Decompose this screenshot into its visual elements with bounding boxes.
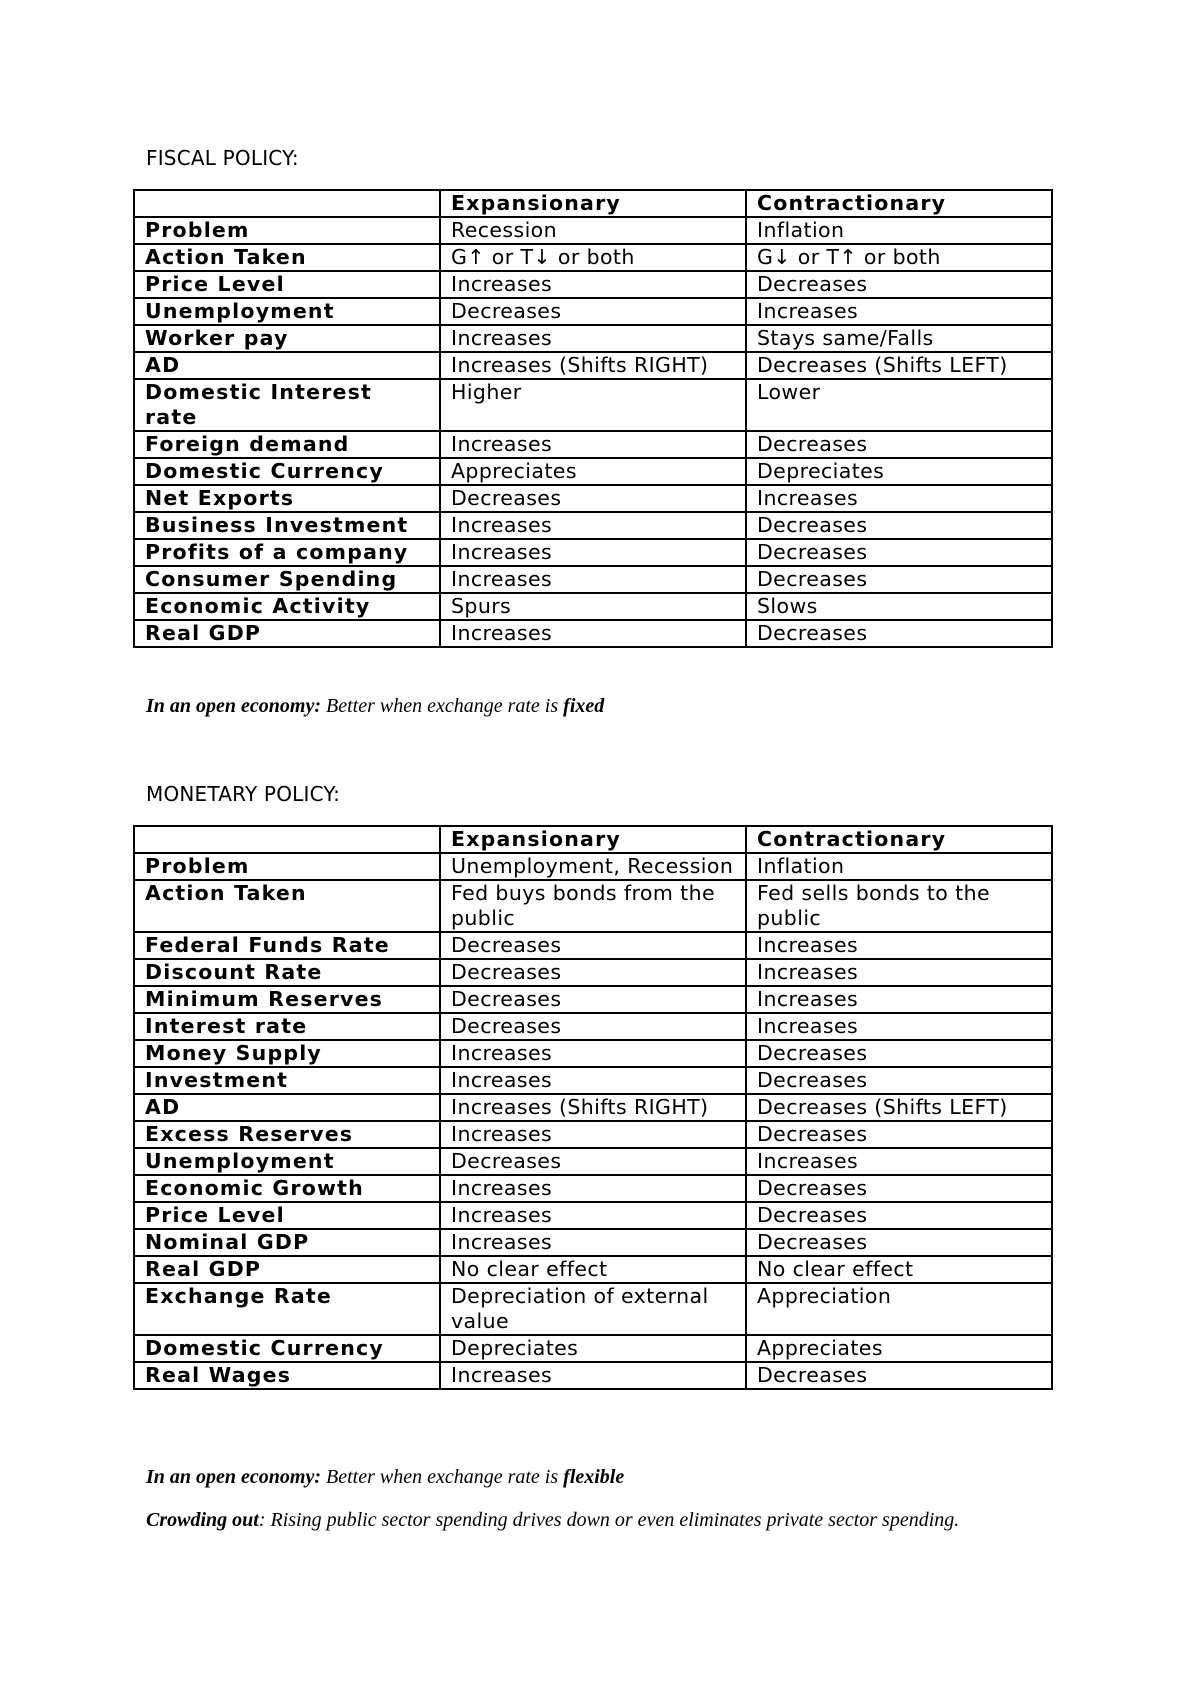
contractionary-cell: Appreciates [746,1335,1052,1362]
row-label-cell: Price Level [134,271,440,298]
table-row [134,1148,1052,1175]
table-row [134,620,1052,647]
row-label-cell: Money Supply [134,1040,440,1067]
table-row [134,298,1052,325]
row-label-cell: Economic Activity [134,593,440,620]
row-label-cell: Domestic Interest rate [134,379,440,431]
table-row [134,217,1052,244]
expansionary-cell: Depreciates [440,1335,746,1362]
table-row [134,853,1052,880]
expansionary-cell: Increases [440,512,746,539]
row-label-cell: Domestic Currency [134,1335,440,1362]
expansionary-cell: Increases [440,1040,746,1067]
table-row [134,1362,1052,1389]
contractionary-cell: Increases [746,1013,1052,1040]
expansionary-cell: Increases [440,325,746,352]
expansionary-cell: Appreciates [440,458,746,485]
expansionary-cell: Increases [440,1067,746,1094]
contractionary-cell: Decreases [746,539,1052,566]
contractionary-cell: Decreases [746,1229,1052,1256]
table-row [134,431,1052,458]
contractionary-cell: Decreases [746,1202,1052,1229]
table-row [134,379,1052,431]
contractionary-cell: Decreases [746,620,1052,647]
expansionary-cell: Increases [440,620,746,647]
expansionary-cell: Decreases [440,986,746,1013]
row-label-cell: Real GDP [134,1256,440,1283]
expansionary-cell: Unemployment, Recession [440,853,746,880]
table-row [134,458,1052,485]
row-label-cell: Problem [134,217,440,244]
header-blank-cell [134,190,440,217]
row-label-cell: Net Exports [134,485,440,512]
table-row [134,244,1052,271]
expansionary-cell: Increases [440,271,746,298]
expansionary-cell: Increases (Shifts RIGHT) [440,1094,746,1121]
contractionary-cell: Slows [746,593,1052,620]
expansionary-cell: Increases (Shifts RIGHT) [440,352,746,379]
expansionary-cell: Decreases [440,1013,746,1040]
fiscal-policy-table [133,189,1053,648]
expansionary-cell: Increases [440,1202,746,1229]
row-label-cell: Action Taken [134,880,440,932]
expansionary-cell: Increases [440,1362,746,1389]
crowding-out-note [146,1509,959,1532]
table-row [134,1121,1052,1148]
contractionary-cell: Increases [746,1148,1052,1175]
table-header-row [134,190,1052,217]
contractionary-cell: Increases [746,986,1052,1013]
row-label-cell: Price Level [134,1202,440,1229]
row-label-cell: AD [134,1094,440,1121]
contractionary-cell: Inflation [746,853,1052,880]
contractionary-cell: Decreases [746,1121,1052,1148]
contractionary-cell: Increases [746,485,1052,512]
expansionary-cell: Decreases [440,298,746,325]
row-label-cell: Real GDP [134,620,440,647]
fiscal-open-economy-note [146,695,604,718]
row-label-cell: Domestic Currency [134,458,440,485]
table-row [134,1040,1052,1067]
expansionary-cell: Decreases [440,485,746,512]
row-label-cell: Nominal GDP [134,1229,440,1256]
table-header-row [134,826,1052,853]
row-label-cell: Profits of a company [134,539,440,566]
table-row [134,1335,1052,1362]
table-row [134,325,1052,352]
table-row [134,539,1052,566]
expansionary-cell: Decreases [440,1148,746,1175]
table-row [134,1067,1052,1094]
table-row [134,1175,1052,1202]
note-emphasis: flexible [563,1466,625,1488]
row-label-cell: Action Taken [134,244,440,271]
table-row [134,932,1052,959]
note-lead: Crowding out [146,1509,259,1531]
contractionary-cell: Decreases (Shifts LEFT) [746,352,1052,379]
expansionary-cell: Higher [440,379,746,431]
contractionary-cell: Depreciates [746,458,1052,485]
row-label-cell: Problem [134,853,440,880]
monetary-policy-heading: MONETARY POLICY: [146,782,341,806]
table-row [134,959,1052,986]
header-contractionary: Contractionary [746,190,1052,217]
monetary-policy-table [133,825,1053,1390]
row-label-cell: Consumer Spending [134,566,440,593]
expansionary-cell: Fed buys bonds from the public [440,880,746,932]
expansionary-cell: Spurs [440,593,746,620]
contractionary-cell: Increases [746,959,1052,986]
note-emphasis: fixed [563,695,605,717]
expansionary-cell: Depreciation of external value [440,1283,746,1335]
contractionary-cell: G↓ or T↑ or both [746,244,1052,271]
contractionary-cell: Decreases [746,512,1052,539]
contractionary-cell: Increases [746,932,1052,959]
row-label-cell: Investment [134,1067,440,1094]
row-label-cell: Foreign demand [134,431,440,458]
table-row [134,485,1052,512]
row-label-cell: AD [134,352,440,379]
row-label-cell: Real Wages [134,1362,440,1389]
expansionary-cell: Increases [440,1229,746,1256]
contractionary-cell: Stays same/Falls [746,325,1052,352]
note-text: Better when exchange rate is [321,1466,564,1488]
table-row [134,1256,1052,1283]
expansionary-cell: G↑ or T↓ or both [440,244,746,271]
row-label-cell: Economic Growth [134,1175,440,1202]
table-row [134,566,1052,593]
contractionary-cell: Decreases [746,271,1052,298]
contractionary-cell: Decreases [746,566,1052,593]
table-row [134,1094,1052,1121]
expansionary-cell: Decreases [440,932,746,959]
contractionary-cell: Decreases [746,1067,1052,1094]
expansionary-cell: Increases [440,566,746,593]
contractionary-cell: Increases [746,298,1052,325]
expansionary-cell: No clear effect [440,1256,746,1283]
table-row [134,593,1052,620]
contractionary-cell: Decreases [746,1362,1052,1389]
row-label-cell: Unemployment [134,1148,440,1175]
contractionary-cell: Fed sells bonds to the public [746,880,1052,932]
table-row [134,512,1052,539]
contractionary-cell: No clear effect [746,1256,1052,1283]
expansionary-cell: Increases [440,431,746,458]
contractionary-cell: Appreciation [746,1283,1052,1335]
row-label-cell: Excess Reserves [134,1121,440,1148]
row-label-cell: Worker pay [134,325,440,352]
note-text: Better when exchange rate is [321,695,564,717]
contractionary-cell: Decreases [746,1175,1052,1202]
table-row [134,1283,1052,1335]
note-lead: In an open economy: [146,695,321,717]
expansionary-cell: Recession [440,217,746,244]
row-label-cell: Business Investment [134,512,440,539]
contractionary-cell: Lower [746,379,1052,431]
row-label-cell: Exchange Rate [134,1283,440,1335]
row-label-cell: Federal Funds Rate [134,932,440,959]
row-label-cell: Discount Rate [134,959,440,986]
expansionary-cell: Increases [440,1121,746,1148]
note-text: : Rising public sector spending drives down or even eliminates private sector spending. [258,1509,960,1531]
contractionary-cell: Decreases [746,1040,1052,1067]
table-row [134,352,1052,379]
contractionary-cell: Decreases (Shifts LEFT) [746,1094,1052,1121]
row-label-cell: Unemployment [134,298,440,325]
note-lead: In an open economy: [146,1466,321,1488]
contractionary-cell: Inflation [746,217,1052,244]
row-label-cell: Minimum Reserves [134,986,440,1013]
table-row [134,271,1052,298]
expansionary-cell: Increases [440,1175,746,1202]
fiscal-policy-heading: FISCAL POLICY: [146,146,299,170]
contractionary-cell: Decreases [746,431,1052,458]
expansionary-cell: Decreases [440,959,746,986]
header-blank-cell [134,826,440,853]
row-label-cell: Interest rate [134,1013,440,1040]
header-contractionary: Contractionary [746,826,1052,853]
table-row [134,986,1052,1013]
table-row [134,880,1052,932]
monetary-open-economy-note [146,1466,624,1489]
expansionary-cell: Increases [440,539,746,566]
header-expansionary: Expansionary [440,826,746,853]
table-row [134,1202,1052,1229]
table-row [134,1013,1052,1040]
table-row [134,1229,1052,1256]
header-expansionary: Expansionary [440,190,746,217]
